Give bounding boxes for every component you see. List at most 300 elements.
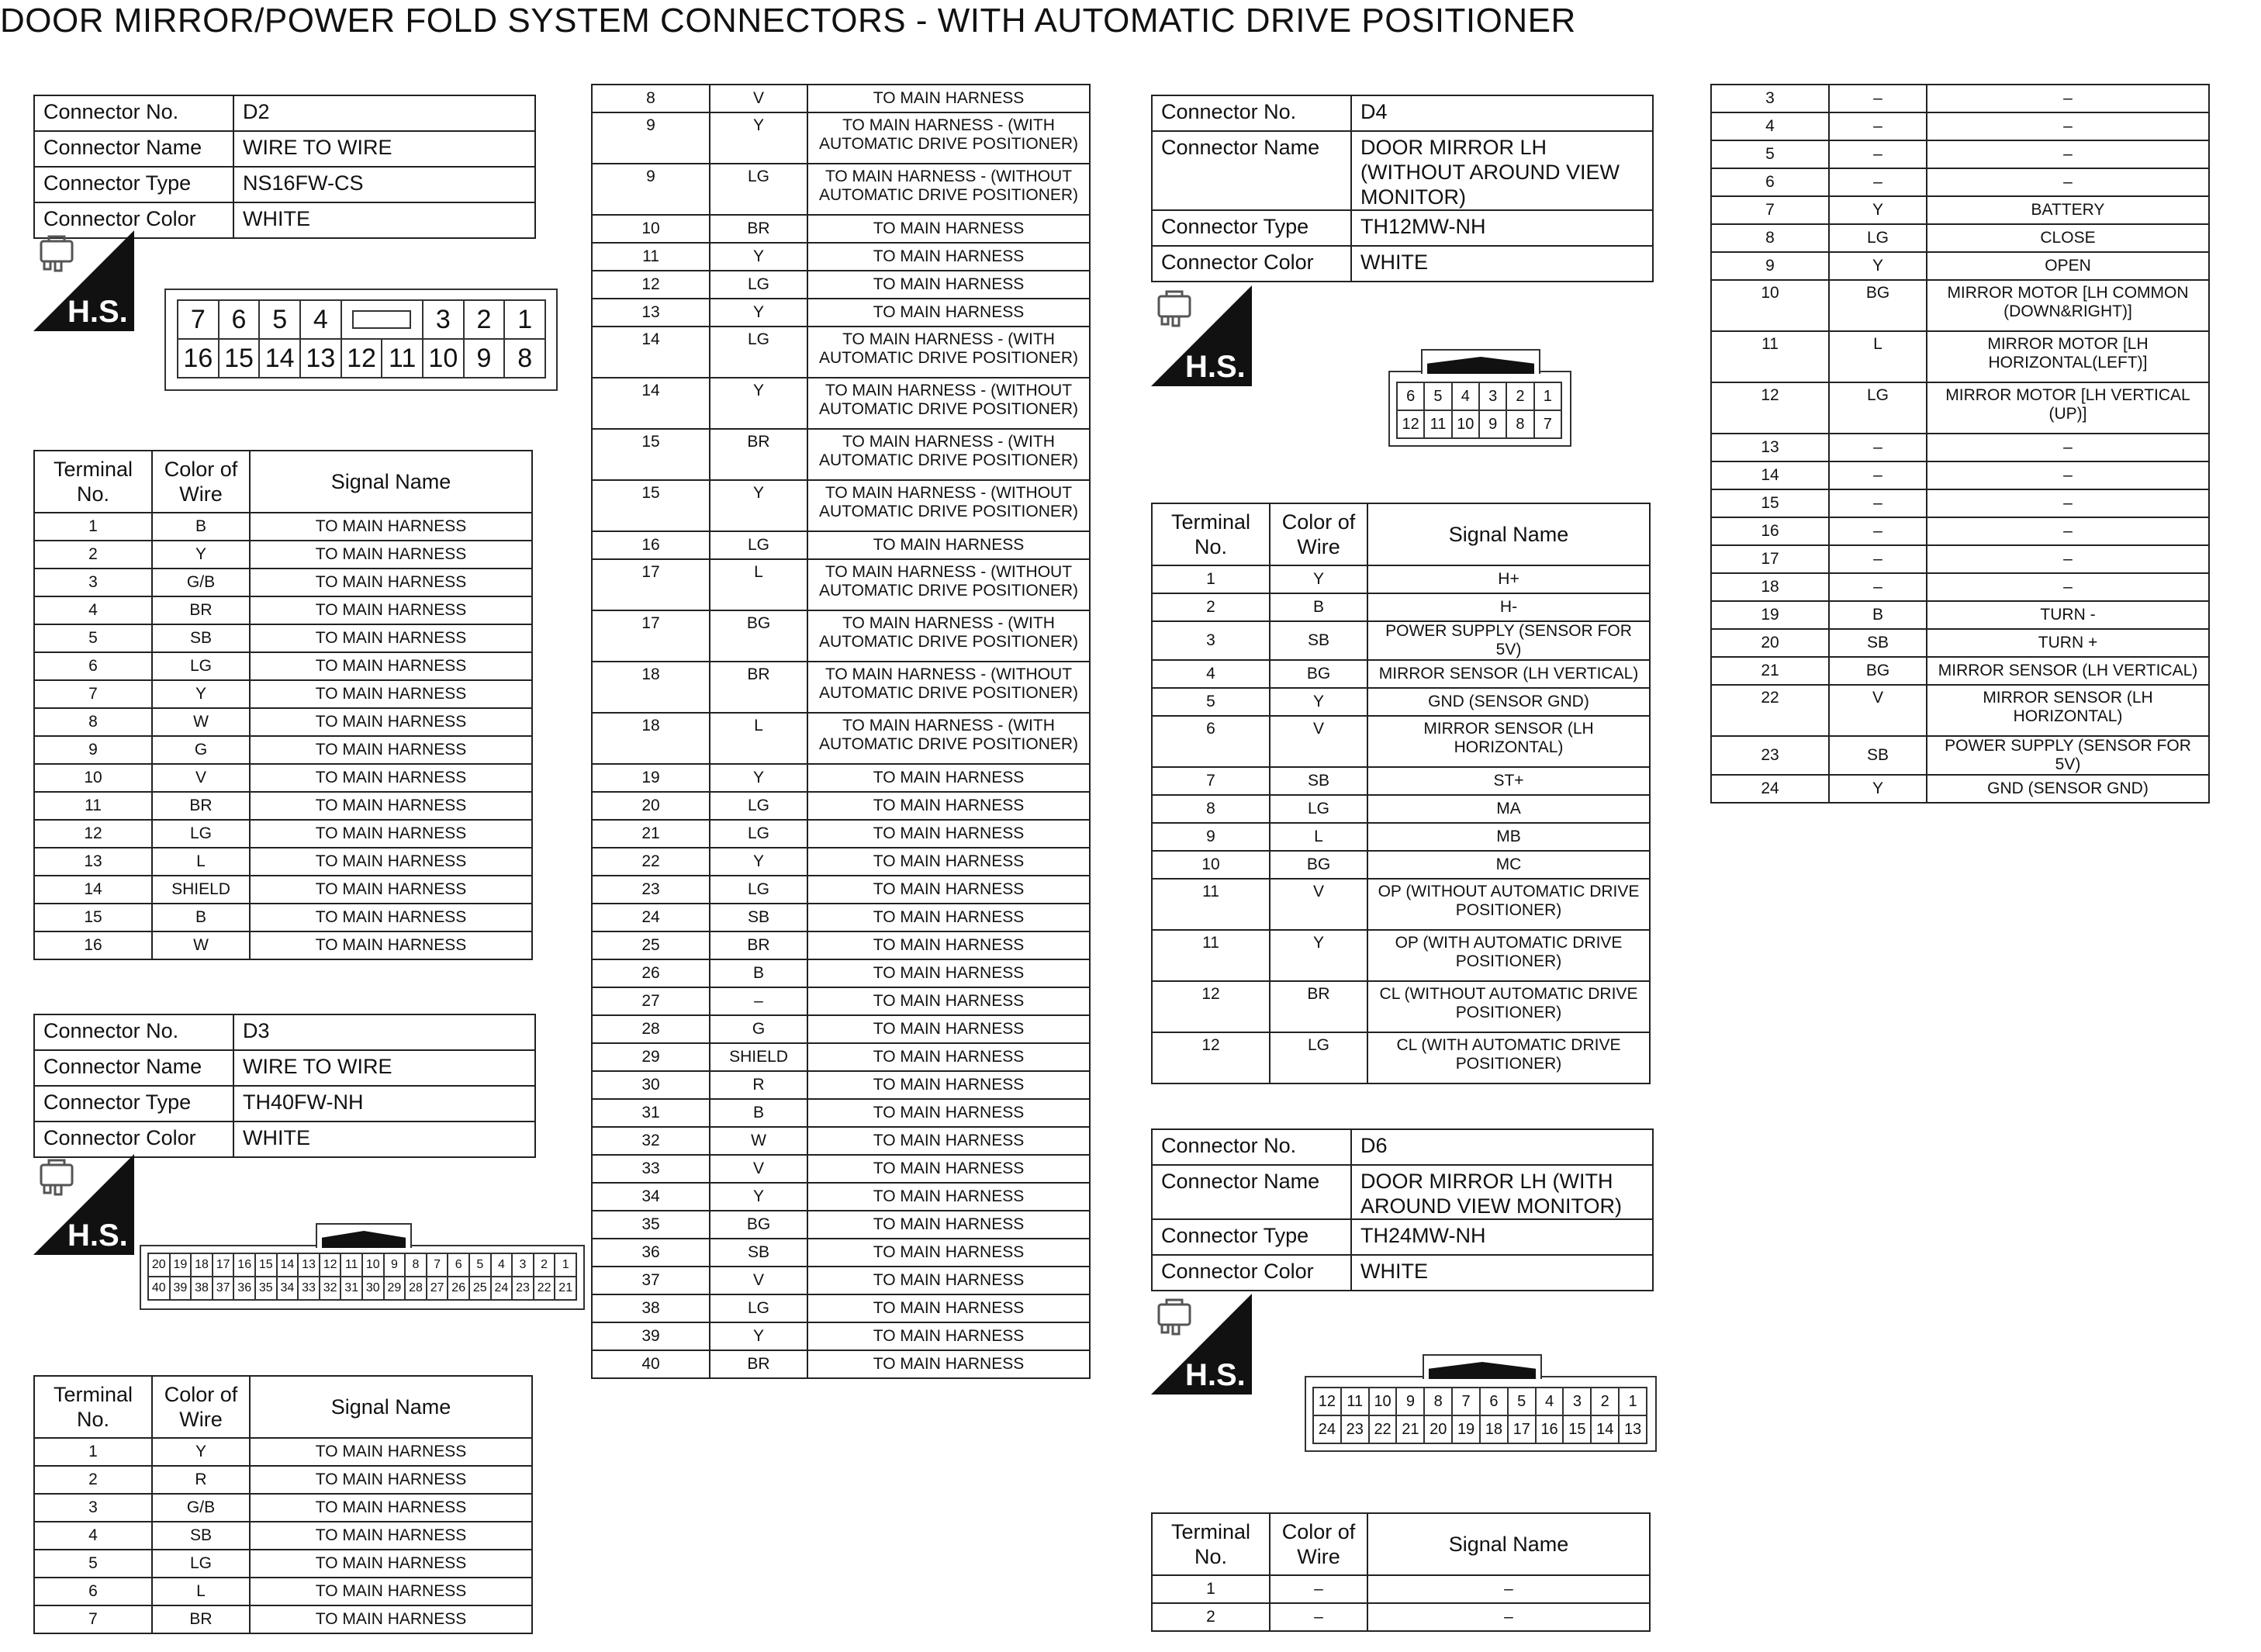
terminal-no: 8	[1152, 795, 1270, 823]
signal-name: TO MAIN HARNESS	[250, 931, 532, 959]
wire-color: SB	[710, 904, 807, 931]
table-row	[1711, 224, 2209, 252]
d2-connector-info	[33, 95, 536, 239]
pin: 10	[1370, 1388, 1398, 1416]
signal-name: POWER SUPPLY (SENSOR FOR 5V)	[1927, 736, 2209, 775]
signal-name: BATTERY	[1927, 196, 2209, 224]
table-row	[592, 1155, 1090, 1183]
pin: 6	[220, 301, 261, 340]
latch-marker	[1427, 357, 1534, 374]
wire-color: LG	[710, 792, 807, 820]
terminal-no: 10	[592, 215, 710, 243]
d6-connector-color: WHITE	[1351, 1255, 1653, 1291]
label-connector-type: Connector Type	[1152, 1219, 1351, 1255]
terminal-no: 7	[34, 1605, 152, 1633]
terminal-no: 7	[34, 680, 152, 708]
label-connector-color: Connector Color	[1152, 246, 1351, 282]
signal-name: TO MAIN HARNESS	[807, 243, 1090, 271]
wire-color: BG	[710, 1211, 807, 1239]
table-row	[592, 792, 1090, 820]
signal-name: OP (WITH AUTOMATIC DRIVE POSITIONER)	[1367, 930, 1650, 981]
pin: 20	[149, 1254, 171, 1277]
pin: 28	[406, 1277, 427, 1301]
pin: 24	[492, 1277, 513, 1301]
terminal-no: 2	[34, 541, 152, 569]
d2-connector-type: NS16FW-CS	[233, 167, 535, 202]
signal-name: –	[1927, 461, 2209, 489]
svg-text:H.S.: H.S.	[67, 295, 128, 329]
wire-color: SB	[1270, 621, 1367, 660]
wire-color: W	[152, 708, 250, 736]
label-connector-name: Connector Name	[1152, 1165, 1351, 1219]
wire-color: BG	[1829, 280, 1927, 331]
wire-color: B	[1829, 601, 1927, 629]
signal-name: GND (SENSOR GND)	[1927, 775, 2209, 803]
signal-name: TO MAIN HARNESS	[807, 1043, 1090, 1071]
terminal-no: 5	[1711, 140, 1829, 168]
pin: 31	[341, 1277, 363, 1301]
pin: 10	[363, 1254, 385, 1277]
wire-color: V	[1829, 685, 1927, 736]
signal-name: TO MAIN HARNESS	[807, 1099, 1090, 1127]
signal-name: TO MAIN HARNESS	[250, 652, 532, 680]
wire-color: –	[1829, 168, 1927, 196]
signal-name: CL (WITHOUT AUTOMATIC DRIVE POSITIONER)	[1367, 981, 1650, 1032]
signal-name: –	[1927, 140, 2209, 168]
table-row	[34, 931, 532, 959]
wire-color: –	[710, 987, 807, 1015]
header-terminal: Terminal No.	[1152, 1513, 1270, 1575]
pin: 1	[505, 301, 546, 340]
wire-color: Y	[1829, 252, 1927, 280]
table-row	[1152, 795, 1650, 823]
terminal-no: 11	[1152, 930, 1270, 981]
table-row	[34, 792, 532, 820]
wire-color: SB	[1829, 736, 1927, 775]
wire-color: L	[710, 559, 807, 610]
connector-latch	[316, 1223, 412, 1248]
table-row	[1152, 660, 1650, 688]
terminal-no: 14	[592, 378, 710, 429]
table-row	[592, 164, 1090, 215]
table-row	[1711, 685, 2209, 736]
signal-name: TO MAIN HARNESS	[807, 1211, 1090, 1239]
wire-color: LG	[1270, 1032, 1367, 1083]
table-row	[34, 541, 532, 569]
table-row	[592, 987, 1090, 1015]
signal-name: TO MAIN HARNESS	[807, 959, 1090, 987]
terminal-no: 12	[1711, 382, 1829, 434]
terminal-no: 16	[592, 531, 710, 559]
terminal-no: 12	[34, 820, 152, 848]
terminal-no: 38	[592, 1294, 710, 1322]
wire-color: –	[1829, 112, 1927, 140]
terminal-no: 10	[34, 764, 152, 792]
d3-terminal-table	[33, 1375, 533, 1634]
pin: 3	[1564, 1388, 1592, 1416]
header-color: Color of Wire	[152, 451, 250, 513]
pin: 16	[1537, 1416, 1564, 1444]
terminal-no: 36	[592, 1239, 710, 1267]
signal-name: TO MAIN HARNESS	[807, 1239, 1090, 1267]
pin: 15	[256, 1254, 278, 1277]
d4-connector-type: TH12MW-NH	[1351, 210, 1653, 246]
d3-connector-name: WIRE TO WIRE	[233, 1050, 535, 1086]
terminal-no: 6	[34, 1578, 152, 1605]
label-connector-name: Connector Name	[34, 1050, 233, 1086]
terminal-no: 18	[1711, 573, 1829, 601]
table-row	[1711, 382, 2209, 434]
signal-name: TO MAIN HARNESS	[807, 764, 1090, 792]
pin: 1	[1535, 383, 1562, 411]
header-color: Color of Wire	[152, 1376, 250, 1438]
table-row	[1711, 601, 2209, 629]
table-row	[592, 1015, 1090, 1043]
d4-connector-name: DOOR MIRROR LH (WITHOUT AROUND VIEW MONITOR)	[1351, 131, 1653, 210]
signal-name: TO MAIN HARNESS	[807, 820, 1090, 848]
wire-color: LG	[710, 1294, 807, 1322]
table-row	[1152, 767, 1650, 795]
signal-name: TO MAIN HARNESS	[250, 513, 532, 541]
d3-connector-info	[33, 1014, 536, 1158]
signal-name: TO MAIN HARNESS	[807, 531, 1090, 559]
table-row	[1711, 573, 2209, 601]
signal-name: TO MAIN HARNESS	[807, 299, 1090, 327]
label-connector-no: Connector No.	[1152, 95, 1351, 131]
terminal-no: 23	[592, 876, 710, 904]
d2-terminal-table	[33, 450, 533, 960]
table-row	[1152, 823, 1650, 851]
signal-name: MIRROR SENSOR (LH HORIZONTAL)	[1367, 716, 1650, 767]
table-row	[34, 736, 532, 764]
header-signal: Signal Name	[250, 1376, 532, 1438]
pin: 21	[555, 1277, 577, 1301]
pin: 17	[213, 1254, 235, 1277]
pin: 16	[178, 340, 220, 378]
wire-color: –	[1829, 85, 1927, 112]
harness-side-icon	[1151, 1294, 1252, 1395]
harness-side-icon	[33, 230, 134, 331]
table-header	[1152, 503, 1650, 565]
signal-name: TO MAIN HARNESS	[250, 1494, 532, 1522]
pin: 6	[448, 1254, 470, 1277]
table-row	[34, 876, 532, 904]
terminal-no: 25	[592, 931, 710, 959]
pin-blank	[342, 301, 424, 340]
header-terminal: Terminal No.	[34, 1376, 152, 1438]
wire-color: LG	[710, 820, 807, 848]
table-row	[1152, 981, 1650, 1032]
signal-name: –	[1927, 434, 2209, 461]
signal-name: MIRROR MOTOR [LH HORIZONTAL(LEFT)]	[1927, 331, 2209, 382]
terminal-no: 10	[1152, 851, 1270, 879]
table-row	[1711, 434, 2209, 461]
pin: 14	[278, 1254, 299, 1277]
d4-connector-face	[1388, 371, 1571, 447]
wire-color: R	[152, 1466, 250, 1494]
signal-name: –	[1367, 1603, 1650, 1631]
terminal-no: 37	[592, 1267, 710, 1294]
wire-color: V	[152, 764, 250, 792]
pin: 33	[299, 1277, 320, 1301]
terminal-no: 15	[34, 904, 152, 931]
pin: 19	[1453, 1416, 1481, 1444]
signal-name: TO MAIN HARNESS	[807, 876, 1090, 904]
terminal-no: 17	[1711, 545, 1829, 573]
d4-connector-no: D4	[1351, 95, 1653, 131]
wire-color: –	[1270, 1575, 1367, 1603]
wire-color: –	[1829, 434, 1927, 461]
signal-name: TO MAIN HARNESS	[250, 1578, 532, 1605]
wire-color: LG	[1829, 382, 1927, 434]
signal-name: TURN -	[1927, 601, 2209, 629]
d6-connector-no: D6	[1351, 1129, 1653, 1165]
terminal-no: 11	[592, 243, 710, 271]
pin: 9	[1397, 1388, 1425, 1416]
pin: 10	[424, 340, 465, 378]
table-row	[1152, 1032, 1650, 1083]
table-row	[592, 243, 1090, 271]
terminal-no: 4	[1711, 112, 1829, 140]
pin: 36	[234, 1277, 256, 1301]
signal-name: TO MAIN HARNESS	[807, 904, 1090, 931]
d6-connector-info	[1151, 1128, 1654, 1291]
table-row	[1711, 489, 2209, 517]
wire-color: L	[152, 848, 250, 876]
wire-color: –	[1829, 461, 1927, 489]
wire-color: Y	[152, 680, 250, 708]
table-row	[34, 1578, 532, 1605]
signal-name: –	[1927, 573, 2209, 601]
signal-name: H+	[1367, 565, 1650, 593]
terminal-no: 3	[34, 569, 152, 596]
wire-color: SB	[152, 1522, 250, 1550]
wire-color: –	[1270, 1603, 1367, 1631]
pin: 9	[1480, 411, 1507, 439]
pin: 13	[1620, 1416, 1647, 1444]
pin: 39	[171, 1277, 192, 1301]
signal-name: MIRROR SENSOR (LH VERTICAL)	[1927, 657, 2209, 685]
signal-name: TO MAIN HARNESS	[807, 1267, 1090, 1294]
table-row	[592, 271, 1090, 299]
wire-color: L	[710, 713, 807, 764]
wire-color: –	[1829, 545, 1927, 573]
table-row	[1152, 593, 1650, 621]
terminal-no: 11	[34, 792, 152, 820]
d2-connector-face	[164, 289, 558, 391]
pin: 24	[1314, 1416, 1342, 1444]
terminal-no: 20	[1711, 629, 1829, 657]
label-connector-color: Connector Color	[34, 202, 233, 238]
terminal-no: 20	[592, 792, 710, 820]
terminal-no: 11	[1152, 879, 1270, 930]
table-row	[592, 378, 1090, 429]
table-row	[592, 1099, 1090, 1127]
signal-name: MIRROR SENSOR (LH VERTICAL)	[1367, 660, 1650, 688]
svg-text:H.S.: H.S.	[67, 1218, 128, 1253]
pin: 32	[320, 1277, 342, 1301]
latch-marker	[322, 1231, 406, 1248]
terminal-no: 6	[34, 652, 152, 680]
table-row	[592, 215, 1090, 243]
terminal-no: 7	[1152, 767, 1270, 795]
wire-color: LG	[152, 820, 250, 848]
signal-name: TO MAIN HARNESS	[807, 215, 1090, 243]
terminal-no: 1	[34, 1438, 152, 1466]
terminal-no: 22	[592, 848, 710, 876]
table-row	[592, 904, 1090, 931]
signal-name: TO MAIN HARNESS	[250, 848, 532, 876]
terminal-no: 9	[1152, 823, 1270, 851]
table-row	[592, 959, 1090, 987]
pin: 35	[256, 1277, 278, 1301]
signal-name: TO MAIN HARNESS	[250, 1438, 532, 1466]
signal-name: TO MAIN HARNESS	[250, 624, 532, 652]
table-row	[592, 848, 1090, 876]
d6-terminal-table-continued	[1710, 84, 2210, 804]
header-color: Color of Wire	[1270, 1513, 1367, 1575]
table-row	[34, 1605, 532, 1633]
pin: 11	[382, 340, 424, 378]
signal-name: TO MAIN HARNESS - (WITHOUT AUTOMATIC DRIVE POSITIONER)	[807, 480, 1090, 531]
terminal-no: 5	[34, 624, 152, 652]
header-signal: Signal Name	[250, 451, 532, 513]
signal-name: TO MAIN HARNESS	[250, 596, 532, 624]
signal-name: GND (SENSOR GND)	[1367, 688, 1650, 716]
signal-name: TO MAIN HARNESS - (WITH AUTOMATIC DRIVE POSITIONER)	[807, 112, 1090, 164]
pin: 9	[385, 1254, 406, 1277]
wire-color: BG	[1829, 657, 1927, 685]
d4-terminal-table	[1151, 503, 1651, 1084]
signal-name: TO MAIN HARNESS - (WITHOUT AUTOMATIC DRIVE POSITIONER)	[807, 662, 1090, 713]
signal-name: MB	[1367, 823, 1650, 851]
table-row	[1152, 565, 1650, 593]
wire-color: Y	[1270, 565, 1367, 593]
signal-name: TO MAIN HARNESS	[250, 541, 532, 569]
pin: 22	[1370, 1416, 1398, 1444]
signal-name: TO MAIN HARNESS	[807, 271, 1090, 299]
terminal-no: 18	[592, 662, 710, 713]
signal-name: MIRROR MOTOR [LH COMMON (DOWN&RIGHT)]	[1927, 280, 2209, 331]
terminal-no: 13	[34, 848, 152, 876]
table-row	[1711, 252, 2209, 280]
pin: 23	[513, 1277, 534, 1301]
wire-color: BR	[710, 215, 807, 243]
table-row	[34, 1438, 532, 1466]
wire-color: V	[710, 85, 807, 112]
table-row	[592, 1350, 1090, 1378]
terminal-no: 21	[1711, 657, 1829, 685]
signal-name: TO MAIN HARNESS	[250, 820, 532, 848]
pin: 12	[1398, 411, 1425, 439]
table-row	[1711, 280, 2209, 331]
pin: 15	[220, 340, 261, 378]
label-connector-color: Connector Color	[1152, 1255, 1351, 1291]
wire-color: LG	[710, 531, 807, 559]
table-row	[1152, 1575, 1650, 1603]
pin: 5	[470, 1254, 492, 1277]
d2-connector-name: WIRE TO WIRE	[233, 131, 535, 167]
signal-name: TO MAIN HARNESS	[250, 569, 532, 596]
wire-color: G/B	[152, 569, 250, 596]
signal-name: TO MAIN HARNESS	[250, 708, 532, 736]
wire-color: BR	[710, 1350, 807, 1378]
terminal-no: 21	[592, 820, 710, 848]
table-row	[592, 713, 1090, 764]
wire-color: LG	[152, 1550, 250, 1578]
pin: 34	[278, 1277, 299, 1301]
table-row	[34, 708, 532, 736]
connector-latch	[1421, 349, 1540, 374]
terminal-no: 24	[592, 904, 710, 931]
signal-name: TURN +	[1927, 629, 2209, 657]
wire-color: G	[152, 736, 250, 764]
pin: 11	[341, 1254, 363, 1277]
table-row	[592, 1239, 1090, 1267]
wire-color: B	[710, 1099, 807, 1127]
header-terminal: Terminal No.	[34, 451, 152, 513]
label-connector-name: Connector Name	[1152, 131, 1351, 210]
pin: 22	[534, 1277, 556, 1301]
wire-color: Y	[1829, 775, 1927, 803]
terminal-no: 14	[1711, 461, 1829, 489]
table-row	[592, 1071, 1090, 1099]
table-row	[1711, 140, 2209, 168]
terminal-no: 15	[592, 429, 710, 480]
signal-name: CLOSE	[1927, 224, 2209, 252]
terminal-no: 2	[34, 1466, 152, 1494]
terminal-no: 12	[592, 271, 710, 299]
table-row	[592, 610, 1090, 662]
table-row	[1152, 621, 1650, 660]
table-row	[592, 1322, 1090, 1350]
wire-color: G	[710, 1015, 807, 1043]
pin: 1	[1620, 1388, 1647, 1416]
terminal-no: 35	[592, 1211, 710, 1239]
table-row	[1711, 657, 2209, 685]
pin: 9	[465, 340, 506, 378]
wire-color: B	[1270, 593, 1367, 621]
wire-color: BR	[152, 1605, 250, 1633]
d2-connector-color: WHITE	[233, 202, 535, 238]
table-row	[592, 480, 1090, 531]
label-connector-name: Connector Name	[34, 131, 233, 167]
terminal-no: 6	[1152, 716, 1270, 767]
pin: 13	[299, 1254, 320, 1277]
pin: 3	[424, 301, 465, 340]
pin: 19	[171, 1254, 192, 1277]
wire-color: BG	[710, 610, 807, 662]
wire-color: Y	[710, 1183, 807, 1211]
table-row	[1711, 545, 2209, 573]
header-terminal: Terminal No.	[1152, 503, 1270, 565]
pin: 12	[342, 340, 383, 378]
signal-name: TO MAIN HARNESS - (WITH AUTOMATIC DRIVE POSITIONER)	[807, 327, 1090, 378]
pin: 1	[555, 1254, 577, 1277]
signal-name: TO MAIN HARNESS	[250, 904, 532, 931]
terminal-no: 22	[1711, 685, 1829, 736]
wire-color: BR	[710, 931, 807, 959]
wire-color: Y	[1270, 930, 1367, 981]
pin: 25	[470, 1277, 492, 1301]
harness-side-icon	[1151, 285, 1252, 386]
signal-name: TO MAIN HARNESS - (WITH AUTOMATIC DRIVE POSITIONER)	[807, 610, 1090, 662]
wire-color: Y	[710, 764, 807, 792]
wire-color: SB	[152, 624, 250, 652]
wire-color: SB	[710, 1239, 807, 1267]
wire-color: Y	[710, 299, 807, 327]
latch-marker	[1429, 1362, 1536, 1379]
